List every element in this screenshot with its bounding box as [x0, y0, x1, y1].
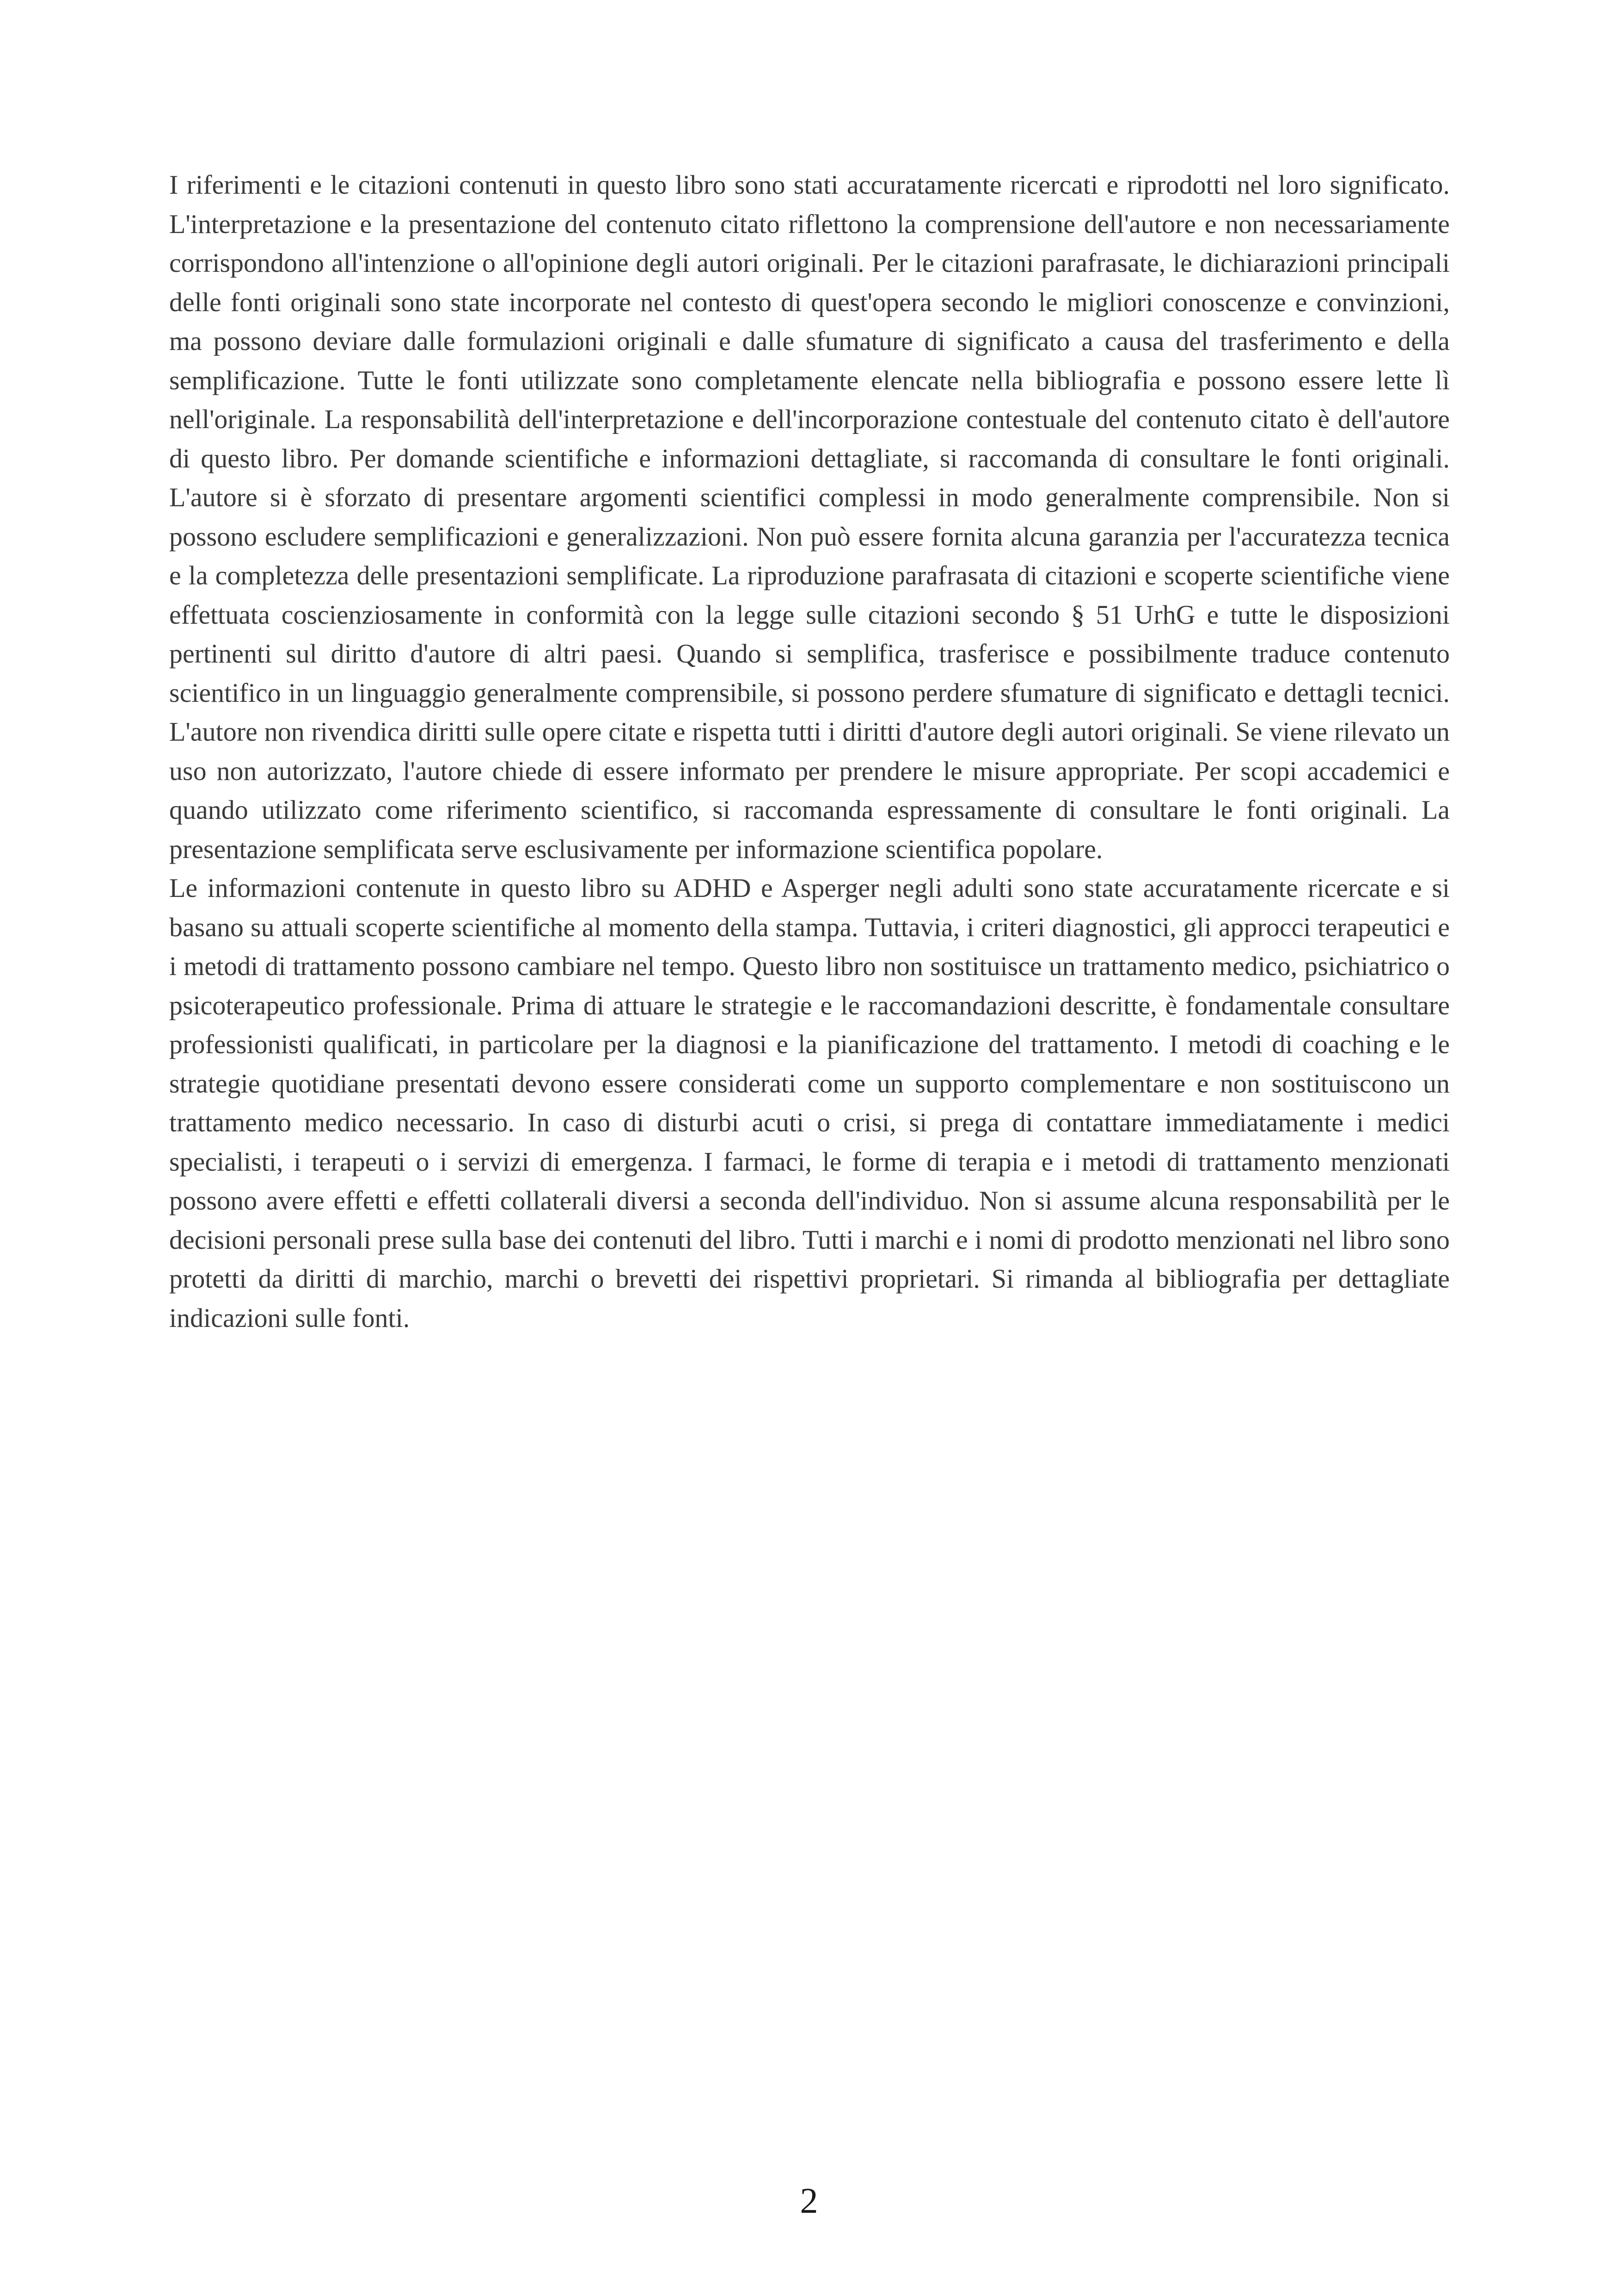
paragraph-disclaimer-medical: Le informazioni contenute in questo libro su ADHD e Asperger negli adulti sono state accuratamente ricercate e si basano su attuali scoperte scientifiche al momento della stampa. Tuttavia, i criteri diagnostici, gli approcci terapeutici e i metodi di trattamento possono cambiare nel tempo. Questo libro non sostituisce un trattamento medico, psichiatrico o psicoterapeutico professionale. Prima di attuare le strategie e le raccomandazioni descritte, è fondamentale consultare professionisti qualificati, in particolare per la diagnosi e la pianificazione del trattamento. I metodi di coaching e le strategie quotidiane presentati devono essere considerati come un supporto complementare e non sostituiscono un trattamento medico necessario. In caso di disturbi acuti o crisi, si prega di contattare immediatamente i medici specialisti, i terapeuti o i servizi di emergenza. I farmaci, le forme di terapia e i metodi di trattamento menzionati possono avere effetti e effetti collaterali diversi a seconda dell'individuo. Non si assume alcuna responsabilità per le decisioni personali prese sulla base dei contenuti del libro. Tutti i marchi e i nomi di prodotto menzionati nel libro sono protetti da diritti di marchio, marchi o brevetti dei rispettivi proprietari. Si rimanda al bibliografia per dettagliate indicazioni sulle fonti.: [169, 873, 1450, 1333]
paragraph-disclaimer-citations: I riferimenti e le citazioni contenuti in questo libro sono stati accuratamente ricercati e riprodotti nel loro significato. L'interpretazione e la presentazione del contenuto citato riflettono la comprensione dell'autore e non necessariamente corrispondono all'intenzione o all'opinione degli autori originali. Per le citazioni parafrasate, le dichiarazioni principali delle fonti originali sono state incorporate nel contesto di quest'opera secondo le migliori conoscenze e convinzioni, ma possono deviare dalle formulazioni originali e dalle sfumature di significato a causa del trasferimento e della semplificazione. Tutte le fonti utilizzate sono completamente elencate nella bibliografia e possono essere lette lì nell'originale. La responsabilità dell'interpretazione e dell'incorporazione contestuale del contenuto citato è dell'autore di questo libro. Per domande scientifiche e informazioni dettagliate, si raccomanda di consultare le fonti originali. L'autore si è sforzato di presentare argomenti scientifici complessi in modo generalmente comprensibile. Non si possono escludere semplificazioni e generalizzazioni. Non può essere fornita alcuna garanzia per l'accuratezza tecnica e la completezza delle presentazioni semplificate. La riproduzione parafrasata di citazioni e scoperte scientifiche viene effettuata coscienziosamente in conformità con la legge sulle citazioni secondo § 51 UrhG e tutte le disposizioni pertinenti sul diritto d'autore di altri paesi. Quando si semplifica, trasferisce e possibilmente traduce contenuto scientifico in un linguaggio generalmente comprensibile, si possono perdere sfumature di significato e dettagli tecnici. L'autore non rivendica diritti sulle opere citate e rispetta tutti i diritti d'autore degli autori originali. Se viene rilevato un uso non autorizzato, l'autore chiede di essere informato per prendere le misure appropriate. Per scopi accademici e quando utilizzato come riferimento scientifico, si raccomanda espressamente di consultare le fonti originali. La presentazione semplificata serve esclusivamente per informazione scientifica popolare.: [169, 170, 1450, 864]
body-text: [169, 166, 1450, 1338]
page-number: 2: [800, 2180, 818, 2221]
